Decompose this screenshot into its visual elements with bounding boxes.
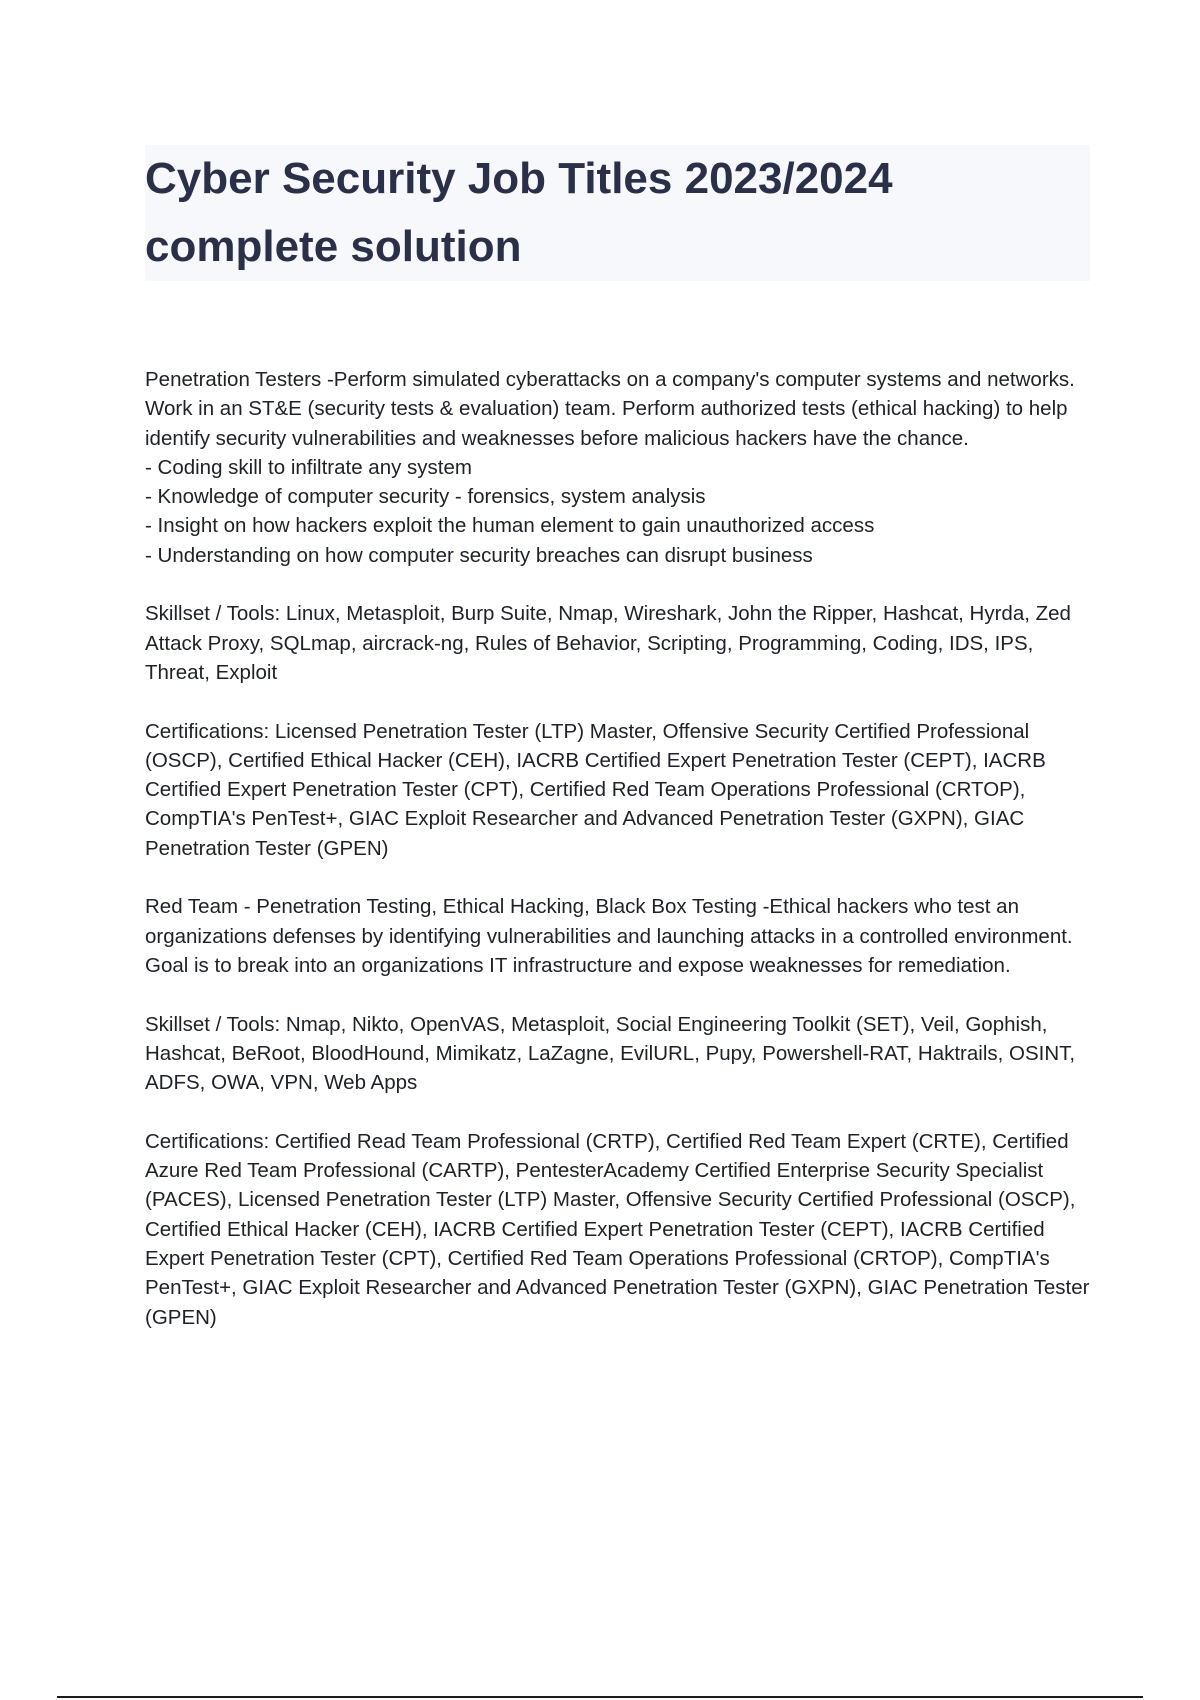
page-title-line-1: Cyber Security Job Titles 2023/2024 [145, 154, 893, 203]
pentest-bullet-2: - Knowledge of computer security - forensics, system analysis [145, 485, 706, 509]
pentest-skillset: Skillset / Tools: Linux, Metasploit, Burp Suite, Nmap, Wireshark, John the Ripper, Hashcat, Hyrda, Zed Attack Proxy, SQLmap, aircrack-ng, Rules of Behavior, Scripting, Programming, Coding, IDS, IPS, Threat, Exploit [145, 602, 1071, 684]
page-title-line-2: complete solution [145, 222, 522, 271]
redteam-certifications: Certifications: Certified Read Team Professional (CRTP), Certified Red Team Expert (CRTE), Certified Azure Red Team Professional (CARTP), PentesterAcademy Certified Enterprise Security Specialist (PACES), Licensed Penetration Tester (LTP) Master, Offensive Security Certified Professional (OSCP), Certified Ethical Hacker (CEH), IACRB Certified Expert Penetration Tester (CEPT), IACRB Certified Expert Penetration Tester (CPT), Certified Red Team Operations Professional (CRTOP), CompTIA's PenTest+, GIAC Exploit Researcher and Advanced Penetration Tester (GXPN), GIAC Penetration Tester (GPEN) [145, 1129, 1090, 1329]
page-title [145, 145, 965, 281]
pentest-intro: Penetration Testers -Perform simulated cyberattacks on a company's computer systems and networks. Work in an ST&E (security tests & evaluation) team. Perform authorized tests (ethical hacking) to help identify security vulnerabilities and weaknesses before malicious hackers have the chance. [145, 368, 1075, 450]
pentest-certifications: Certifications: Licensed Penetration Tester (LTP) Master, Offensive Security Certified Professional (OSCP), Certified Ethical Hacker (CEH), IACRB Certified Expert Penetration Tester (CEPT), IACRB Certified Expert Penetration Tester (CPT), Certified Red Team Operations Professional (CRTOP), CompTIA's PenTest+, GIAC Exploit Researcher and Advanced Penetration Tester (GXPN), GIAC Penetration Tester (GPEN) [145, 719, 1046, 860]
title-block [145, 145, 1090, 281]
document-body [145, 365, 1095, 1361]
redteam-intro: Red Team - Penetration Testing, Ethical Hacking, Black Box Testing -Ethical hackers who test an organizations defenses by identifying vulnerabilities and launching attacks in a controlled environment. Goal is to break into an organizations IT infrastructure and expose weaknesses for remediation. [145, 895, 1073, 977]
pentest-bullet-4: - Understanding on how computer security breaches can disrupt business [145, 543, 813, 567]
pentest-section [145, 365, 1095, 570]
pentest-bullet-1: - Coding skill to infiltrate any system [145, 455, 472, 479]
footer-divider [57, 1696, 1143, 1698]
redteam-skillset: Skillset / Tools: Nmap, Nikto, OpenVAS, Metasploit, Social Engineering Toolkit (SET), Veil, Gophish, Hashcat, BeRoot, BloodHound, Mimikatz, LaZagne, EvilURL, Pupy, Powershell-RAT, Haktrails, OSINT, ADFS, OWA, VPN, Web Apps [145, 1012, 1076, 1095]
pentest-bullet-3: - Insight on how hackers exploit the human element to gain unauthorized access [145, 514, 875, 538]
